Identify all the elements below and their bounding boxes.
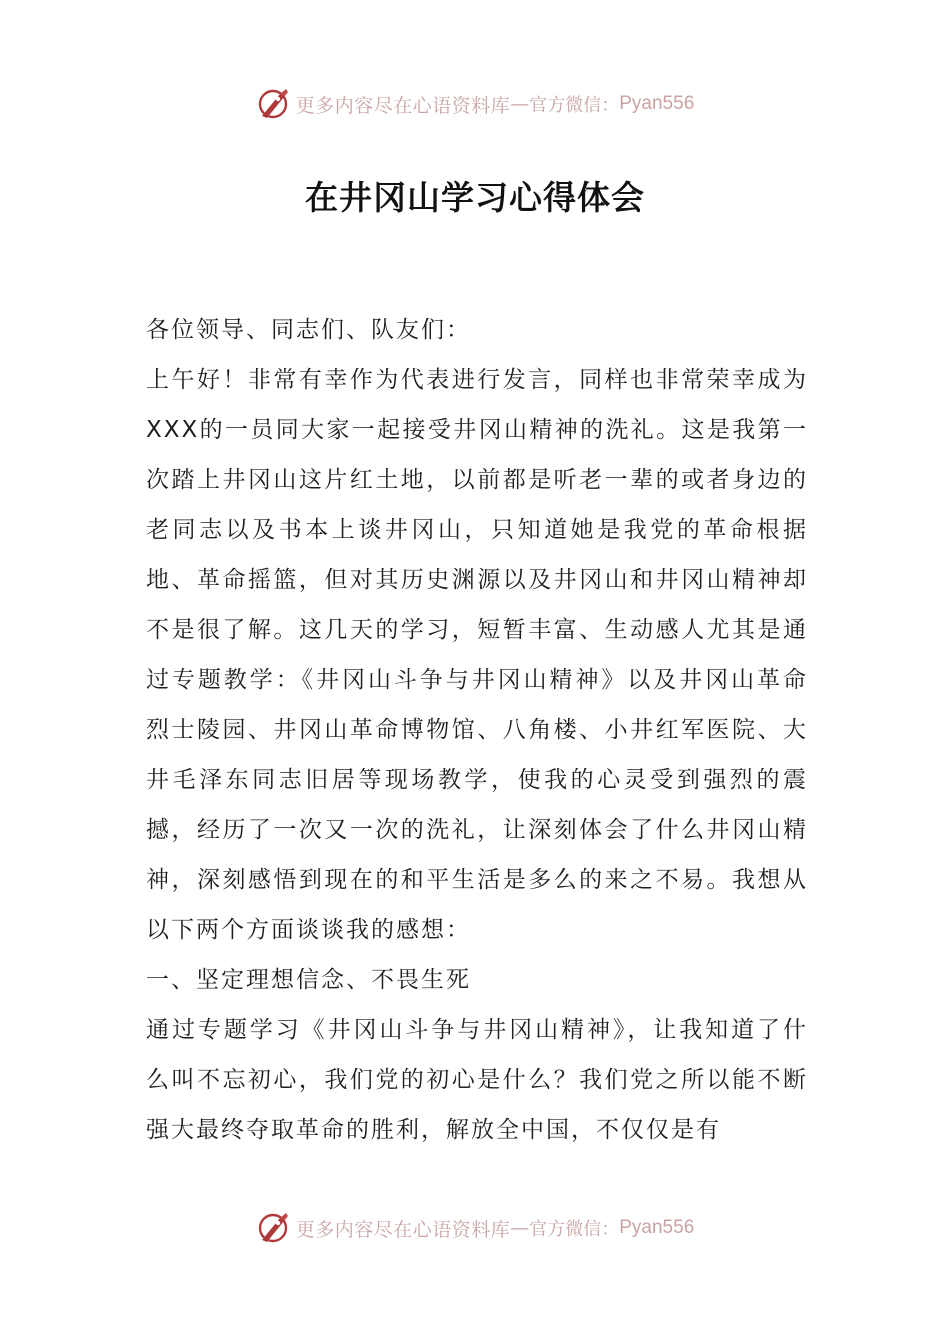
section-heading: 一、坚定理想信念、不畏生死 [146, 967, 471, 993]
watermark-wechat-label: 官方微信： [529, 1219, 620, 1240]
paragraph: 上午好！非常有幸作为代表进行发言，同样也非常荣幸成为XXX的一员同大家一起接受井冈山精神的洗礼。这是我第一次踏上井冈山这片红土地，以前都是听老一辈的或者身边的老同志以及书本上谈井冈山，只知道她是我党的革命根据地、革命摇篮，但对其历史渊源以及井冈山和井冈山精神却不是很了解。这几天的学习，短暂丰富、生动感人尤其是通过专题教学：《井冈山斗争与井冈山精神》以及井冈山革命烈士陵园、井冈山革命博物馆、八角楼、小井红军医院、大井毛泽东同志旧居等现场教学，使我的心灵受到强烈的震撼，经历了一次又一次的洗礼，让深刻体会了什么井冈山精神，深刻感悟到现在的和平生活是多么的来之不易。我想从以下两个方面谈谈我的感想： [146, 367, 808, 943]
document-body [146, 305, 808, 1155]
pen-nib-circle-icon [256, 1210, 292, 1246]
watermark-dash: — [510, 1217, 530, 1239]
watermark-wechat-label: 官方微信： [529, 95, 620, 116]
pen-nib-circle-icon [256, 86, 292, 122]
watermark-banner-bottom [0, 1208, 950, 1248]
salutation: 各位领导、同志们、队友们： [146, 317, 471, 343]
watermark-dash: — [510, 93, 530, 115]
paragraph: 通过专题学习《井冈山斗争与井冈山精神》，让我知道了什么叫不忘初心，我们党的初心是什么？我们党之所以能不断强大最终夺取革命的胜利，解放全中国，不仅仅是有 [146, 1017, 808, 1143]
document-title: 在井冈山学习心得体会 [305, 178, 645, 217]
watermark-site-text: 更多内容尽在心语资料库 [295, 1218, 511, 1241]
watermark-wechat-id: Pyan556 [619, 1217, 695, 1238]
watermark-banner-top [0, 84, 950, 124]
watermark-site-text: 更多内容尽在心语资料库 [295, 94, 511, 117]
watermark-wechat-id: Pyan556 [619, 93, 695, 114]
